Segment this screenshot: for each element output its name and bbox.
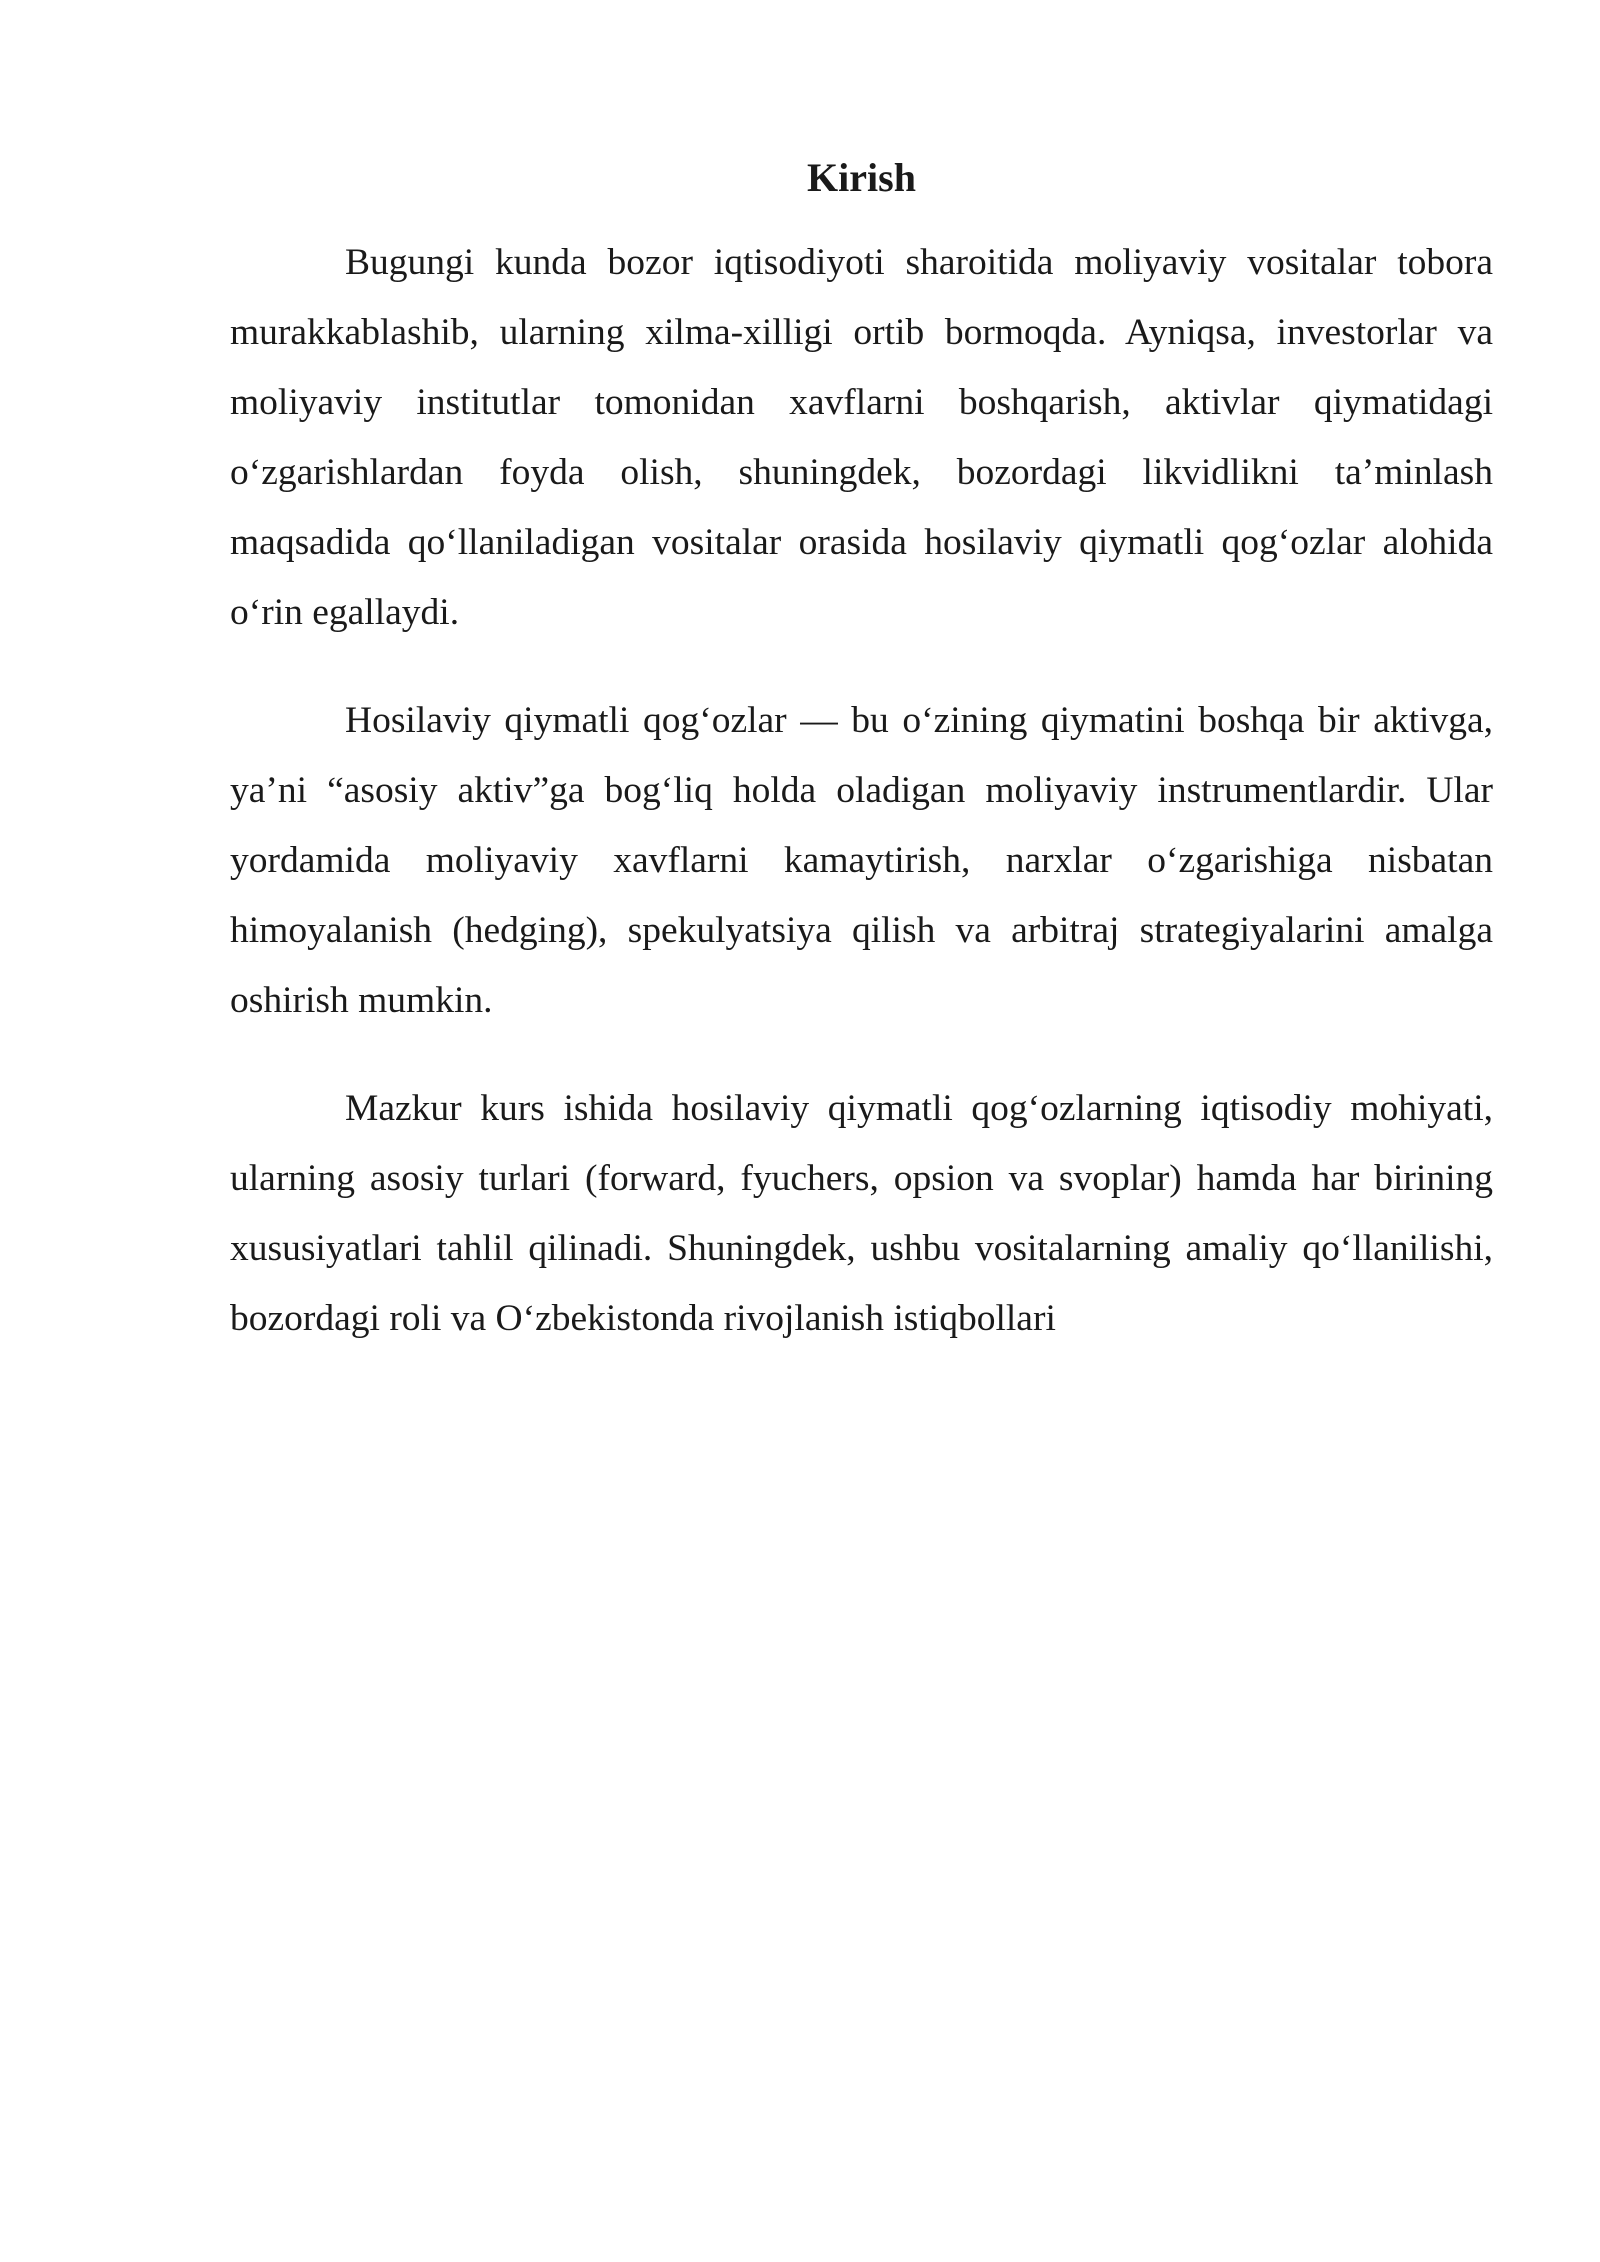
paragraph-2: Hosilaviy qiymatli qog‘ozlar — bu o‘zining qiymatini boshqa bir aktivga, ya’ni “asosiy aktiv”ga bog‘liq holda oladigan moliyaviy instrumentlardir. Ular yordamida moliyaviy xavflarni kamaytirish, narxlar o‘zgarishiga nisbatan himoyalanish (hedging), spekulyatsiya qilish va arbitraj strategiyalarini amalga oshirish mumkin. [230,700,1493,1021]
paragraph-3: Mazkur kurs ishida hosilaviy qiymatli qog‘ozlarning iqtisodiy mohiyati, ularning asosiy turlari (forward, fyuchers, opsion va svoplar) hamda har birining xususiyatlari tahlil qilinadi. Shuningdek, ushbu vositalarning amaliy qo‘llanilishi, bozordagi roli va O‘zbekistonda rivojlanish istiqbollari [230,1088,1493,1339]
paragraph-1: Bugungi kunda bozor iqtisodiyoti sharoitida moliyaviy vositalar tobora murakkablashib, ularning xilma-xilligi ortib bormoqda. Ayniqsa, investorlar va moliyaviy institutlar tomonidan xavflarni boshqarish, aktivlar qiymatidagi o‘zgarishlardan foyda olish, shuningdek, bozordagi likvidlikni ta’minlash maqsadida qo‘llaniladigan vositalar orasida hosilaviy qiymatli qog‘ozlar alohida o‘rin egallaydi. [230,242,1493,633]
document-body [230,148,1493,1392]
page-title: Kirish [807,155,916,200]
